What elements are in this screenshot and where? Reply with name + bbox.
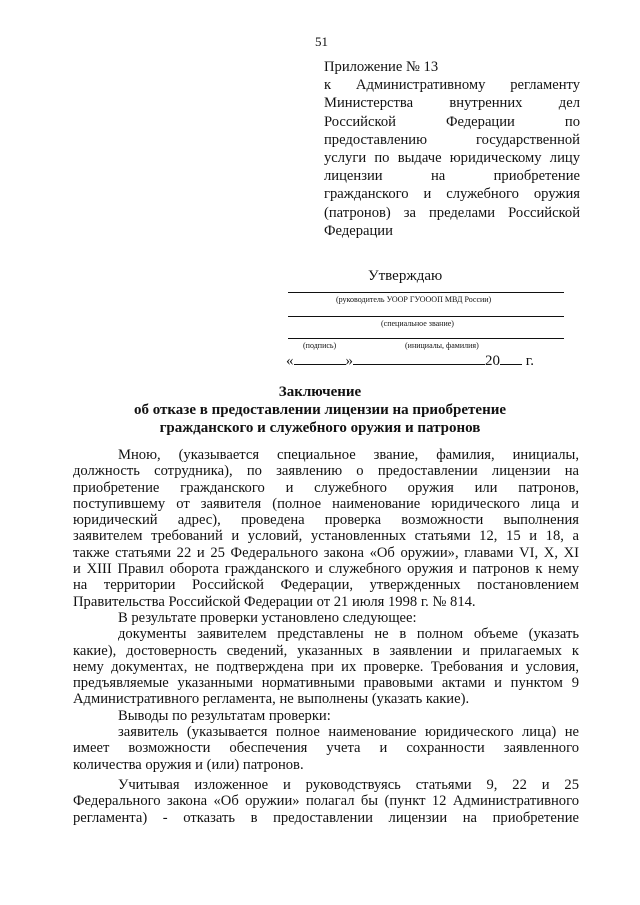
document-subtitle-line: об отказе в предоставлении лицензии на приобретение — [133, 402, 507, 418]
appendix-line: к Административному регламенту — [324, 77, 580, 94]
body-line: юридический адрес), проведена проверка возможности выполнения — [73, 512, 579, 529]
date-close-quote: » — [345, 353, 353, 369]
head-signature-line — [288, 292, 564, 293]
body-line: В результате проверки установлено следующее: — [118, 609, 417, 626]
body-line: количества оружия и (или) патронов. — [73, 756, 304, 773]
body-line: Мною, (указывается специальное звание, фамилия, инициалы, — [118, 447, 579, 463]
rank-line — [288, 316, 564, 317]
body-line: приобретение гражданского и служебного оружия или патронов, — [73, 479, 579, 496]
appendix-line: лицензии на приобретение — [324, 168, 580, 185]
date-open-quote: « — [286, 353, 294, 369]
body-line: регламента) - отказать в предоставлении лицензии на приобретение — [73, 809, 579, 826]
appendix-line: (патронов) за пределами Российской — [324, 204, 580, 221]
appendix-line: гражданского и служебного оружия — [324, 186, 580, 203]
caption-rank: (специальное звание) — [381, 319, 454, 328]
document-subtitle-line: гражданского и служебного оружия и патронов — [159, 420, 481, 436]
body-line: должность сотрудника), по заявлению о предоставлении лицензии на — [73, 463, 579, 480]
appendix-line: Министерства внутренних дел — [324, 95, 580, 112]
body-line: поступившему от заявителя (полное наименование юридического лица и — [73, 495, 579, 512]
approval-title: Утверждаю — [368, 268, 443, 284]
date-day-blank — [294, 350, 346, 365]
signature-line — [288, 338, 564, 339]
page-number: 51 — [315, 34, 328, 49]
body-line: заявитель (указывается полное наименование юридического лица) не — [118, 724, 579, 741]
date-year-blank — [500, 350, 522, 365]
approval-date — [286, 350, 534, 370]
body-line: Федерального закона «Об оружии» полагал бы (пункт 12 Административного — [73, 793, 579, 810]
body-line: на территории Российской Федерации, утвержденных постановлением — [73, 577, 579, 594]
body-line: предъявляемые указанными нормативными правовыми актами и пунктом 9 — [73, 675, 579, 692]
date-year-prefix: 20 — [485, 353, 500, 369]
appendix-line: Российской Федерации по — [324, 113, 580, 130]
appendix-line: Федерации — [324, 222, 393, 239]
appendix-block — [324, 58, 580, 240]
body-line: Правительства Российской Федерации от 21 июля 1998 г. № 814. — [73, 593, 476, 610]
body-line: документы заявителем представлены не в полном объеме (указать — [118, 626, 579, 643]
body-text — [73, 447, 579, 826]
caption-initials: (инициалы, фамилия) — [405, 341, 479, 350]
body-line: имеет возможности обеспечения учета и сохранности заявленного — [73, 740, 579, 757]
body-line: заявителем требований и условий, установленных статьями 12, 15 и 18, а — [73, 528, 579, 545]
body-line: также статьями 22 и 25 Федерального закона «Об оружии», главами VI, X, XI — [73, 544, 579, 561]
body-line: Административного регламента, не выполнены (указать какие). — [73, 691, 470, 708]
body-line: Учитывая изложенное и руководствуясь статьями 9, 22 и 25 — [118, 776, 579, 793]
body-line: какие), достоверность сведений, указанных в заявлении и прилагаемых к — [73, 642, 579, 659]
appendix-line: услуги по выдаче юридическому лицу — [324, 150, 580, 167]
body-line: Выводы по результатам проверки: — [118, 707, 331, 724]
date-suffix: г. — [525, 353, 534, 369]
caption-signature: (подпись) — [303, 341, 337, 350]
caption-head: (руководитель УООР ГУОООП МВД России) — [336, 295, 492, 304]
body-line: нему документах, не подтверждена при их проверке. Требования и условия, — [73, 658, 579, 675]
date-month-blank — [353, 350, 485, 365]
document-title: Заключение — [278, 384, 362, 400]
appendix-line: предоставлению государственной — [324, 131, 580, 148]
appendix-line: Приложение № 13 — [324, 59, 439, 75]
body-line: и XIII Правил оборота гражданского и служебного оружия и патронов к нему — [73, 561, 579, 578]
